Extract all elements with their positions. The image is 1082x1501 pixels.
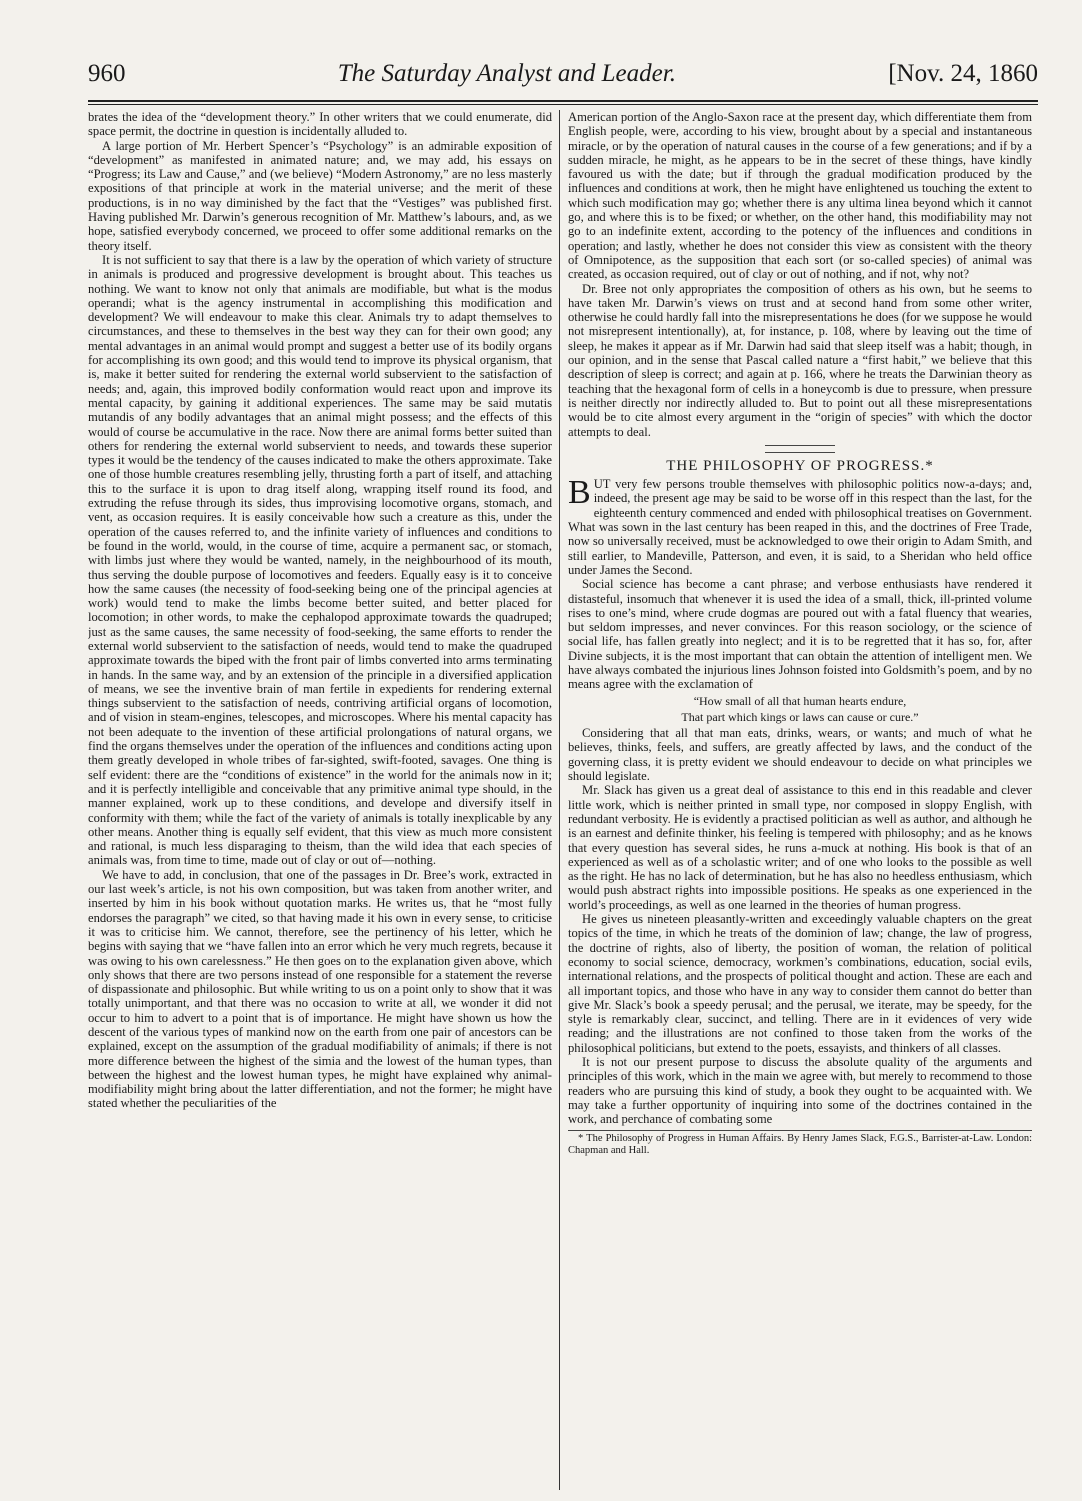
paragraph: Social science has become a cant phrase; and verbose enthusiasts have rendered it distasteful, insomuch that whenever it is used the idea of a small, thick, ill-printed volume rises to one’s mind, where crude dogmas are poured out with a fatal fluency that wearies, but seldom impresses, and never convinces. For this reason sociology, or the science of social life, has fallen greatly into neglect; and it is to be regretted that it has so, for, after Divine subjects, it is the most important that can obtain the attention of intelligent men. We have always combated the injurious lines Johnson foisted into Goldsmith’s poem, and by no means agree with the exclamation of xyxy=(568,577,1032,692)
paragraph: It is not our present purpose to discuss the absolute quality of the arguments and principles of this work, which in the main we agree with, but merely to recommend to those readers who are pursuing this kind of study, a book they ought to be acquainted with. We may take a further opportunity of inquiring into some of the doctrines contained in the work, and perchance of combating some xyxy=(568,1055,1032,1127)
paragraph: We have to add, in conclusion, that one of the passages in Dr. Bree’s work, extracted in our last week’s article, is not his own composition, but was taken from another writer, and inserted by him in his book without quotation marks. He writes us, that he “most fully endorses the paragraph” we cited, so that having made it his own in every sense, to criticise it was to criticise him. We cannot, therefore, see the pertinency of his letter, which he begins with saying that we “have fallen into an error which he very much regrets, because it was owing to his own carelessness.” He then goes on to the explanation given above, which only shows that there are two persons instead of one responsible for a statement the reverse of dispassionate and philosophic. But while writing to us on a point only to show that it was totally unimportant, and that there was no occasion to write at all, we wonder it did not occur to him to advert to a point that is of importance. He might have shown us how the descent of the various types of mankind now on the earth from one pair of ancestors can be explained, except on the assumption of the gradual modifiability of animals; if there is not more difference between the highest of the simia and the lowest of the human types, than between the highest and the lowest human types, he might have explained why animal-modifiability might bring about the latter differentiation, and not the former; he might have stated whether the peculiarities of the xyxy=(88,867,552,1111)
page-number: 960 xyxy=(88,60,126,87)
article-title: THE PHILOSOPHY OF PROGRESS.* xyxy=(666,457,934,474)
article-first-paragraph xyxy=(568,474,1032,577)
section-separator xyxy=(765,452,835,453)
paragraph: Considering that all that man eats, drinks, wears, or wants; and much of what he believes, thinks, feels, and suffers, are greatly affected by laws, and the conduct of the governing class, it is pretty evident we should endeavour to decide on what principles we should legislate. xyxy=(568,726,1032,784)
header-rule-thin xyxy=(88,104,1038,105)
footnote: * The Philosophy of Progress in Human Affairs. By Henry James Slack, F.G.S., Barrister-at-Law. London: Chapman and Hall. xyxy=(568,1130,1032,1157)
section-separator xyxy=(765,445,835,446)
quote-line: That part which kings or laws can cause or cure.” xyxy=(681,709,919,724)
paragraph: A large portion of Mr. Herbert Spencer’s “Psychology” is an admirable exposition of “development” as manifested in animated nature; and, we may add, his essays on “Progress; its Law and Cause,” and (we believe) “Modern Astronomy,” are no less masterly expositions of that principle at work in the material universe; and the merit of these productions, is in no way diminished by the fact that the “Vestiges” was published first. Having published Mr. Darwin’s generous recognition of Mr. Matthew’s labours, and, as we hope, satisfied everybody concerned, we proceed to offer some additional remarks on the theory itself. xyxy=(88,138,552,253)
paragraph: Mr. Slack has given us a great deal of assistance to this end in this readable and clever little work, which is neither printed in small type, nor composed in sloppy English, with redundant verbosity. He is evidently a practised politician as well as author, and although he is an earnest and definite thinker, his feeling is tempered with philosophy; and as he knows that every question has several sides, he runs a-muck at nothing. His book is that of an experienced as well as of a scholastic writer; and of one who looks to the possible as well as the right. He has no lack of determination, but he has also no heedless enthusiasm, which would push abstract rights into impossible positions. He speaks as one experienced in the world’s proceedings, as well as one learned in the theories of human progress. xyxy=(568,783,1032,912)
paragraph: It is not sufficient to say that there is a law by the operation of which variety of structure in animals is produced and progressive development is brought about. This teaches us nothing. We want to know not only that animals are modifiable, but what is the modus operandi; what is the agency instrumental in accomplishing this modification and development? We will endeavour to make this clear. Animals try to adapt themselves to circumstances, and these to themselves in the best way they can for their own good; any mental advantages in an animal would prompt and suggest a better use of its bodily organs for accomplishing its own good; and this would tend to improve its physical organism, that is, make it better suited for rendering the external world subservient to the satisfaction of needs; and, again, this improved bodily conformation would react upon and improve its mental capacity, by gaining it additional experiences. The same may be said mutatis mutandis of any bodily advantages that an animal might possess; and the effects of this would of course be accumulative in the race. Now there are animal forms better suited than others for rendering the external world subservient to needs, and towards these superior types it would be the tendency of the causes indicated to make the others approximate. Take one of those humble creatures resembling jelly, thrusting forth a part of itself, and attaching this to the surface it is upon to drag itself along, wrapping itself round its food, and extruding the refuse through its sides, thus improvising locomotive organs, stomach, and vent, as occasion requires. It is easily conceivable how such a creature as this, under the operation of the causes referred to, and the infinite variety of influences and conditions to be found in the world, would, in the course of time, acquire a permanent sac, or stomach, with limbs just where they would be wanted, namely, in the neighbourhood of its mouth, thus serving the double purpose of locomotives and feeders. Equally easy is it to conceive how the same causes (the necessity of food-seeking being one of the principal agencies at work) would tend to make the limbs become better suited, and better placed for locomotion; in other words, to make the cephalopod approximate towards the quadruped; just as the same causes, the same necessity of food-seeking, the same efforts to render the external world subservient to the satisfaction of needs, would tend to make the quadruped approximate towards the biped with the front pair of limbs converted into arms terminating in hands. In the same way, and by an extension of the principle in a diversified application of means, we see the inventive brain of man fertile in expedients for rendering external things subservient to the satisfaction of needs, contriving artificial organs of locomotion, and of vision in steam-engines, telescopes, and microscopes. Where his mental capacity has not been adequate to the invention of these artificial prolongations of natural organs, we find the organs themselves under the operation of the influences and conditions acting upon them greatly developed in whole tribes of far-sighted, swift-footed, savages. One thing is self evident: there are the “conditions of existence” in the world for the animals now in it; and it is perfectly intelligible and conceivable that any primitive animal type should, in the manner explained, work up to these conditions, and develope and diversify itself in conformity with them; while the fact of the variety of animals is totally inexplicable by any other means. Another thing is equally self evident, that this view as much more consistent and rational, is much less disparaging to theism, than the wild idea that each species of animals was, from time to time, made out of clay or out of—nothing. xyxy=(88,252,552,868)
paragraph: brates the idea of the “development theory.” In other writers that we could enumerate, did space permit, the doctrine in question is incidentally alluded to. xyxy=(88,110,552,139)
column-divider xyxy=(559,110,560,1490)
header-rule xyxy=(88,100,1038,102)
paragraph: He gives us nineteen pleasantly-written and exceedingly valuable chapters on the great topics of the time, in which he treats of the dominion of law; change, the law of progress, the doctrine of rights, also of liberty, the position of woman, the relation of political economy to social science, democracy, workmen’s combinations, education, social evils, international relations, and the prospects of political thought and action. These are each and all important topics, and those who have in any way to consider them cannot do better than give Mr. Slack’s book a speedy perusal; and the perusal, we iterate, may be speedy, for the style is remarkably clear, succinct, and telling. There are in it evidences of very wide reading; and the illustrations are not confined to those taken from the works of the philosophical politicians, but extend to the poets, essayists, and thinkers of all classes. xyxy=(568,912,1032,1055)
right-column xyxy=(568,110,1032,1492)
issue-date: [Nov. 24, 1860 xyxy=(888,60,1038,87)
paragraph: Dr. Bree not only appropriates the composition of others as his own, but he seems to have taken Mr. Darwin’s views on trust and at second hand from some other writer, otherwise he could hardly fall into the misrepresentations he does (for we suppose he would not misrepresent intentionally), at, for instance, p. 108, where by leaving out the time of sleep, he makes it appear as if Mr. Darwin had said that sleep itself was a habit; though, in our opinion, and in the sense that Pascal called nature a “first habit,” we believe that this description of sleep is correct; and again at p. 166, where he treats the Darwinian theory as teaching that the hexagonal form of cells in a honeycomb is due to pressure, when pressure is neither directly nor indirectly alluded to. But to point out all these misrepresentations would be to cite almost every argument in the “origin of species” with which the doctor attempts to deal. xyxy=(568,281,1032,439)
paragraph-text: UT very few persons trouble themselves with philosophic politics now-a-days; and, indeed, the present age may be said to be worse off in this respect than the last, for the eighteenth century commenced and ended with philosophical treatises on Government. What was sown in the last century has been reaped in this, and the doctrines of Free Trade, now so universally received, must be acknowledged to owe their origin to Adam Smith, and still earlier, to Mandeville, Patterson, and even, it is said, to a Sheridan who held office under James the Second. xyxy=(568,477,1032,577)
quote-line: “How small of all that human hearts endure, xyxy=(693,693,907,708)
drop-cap: B xyxy=(568,474,591,512)
paragraph: American portion of the Anglo-Saxon race at the present day, which differentiate them from English people, were, according to his view, brought about by a special and instantaneous miracle, or by the operation of natural causes in the course of a few generations; and if by a sudden miracle, he might, as he appears to be in the secret of these things, have kindly favoured us with the date; but if through the gradual modification produced by the influences and conditions at work, then he might have enlightened us touching the extent to which such modification may go; whether there is any ultima linea beyond which it cannot go, and where this is to be fixed; or whether, on the other hand, this modifiability may not go to an indefinite extent, according to the potency of the influences and conditions in operation; and lastly, whether he does not consider this view as consistent with the theory of Omnipotence, as the supposition that each sort (or so-called species) of animal was created, as occasion required, out of clay or out of nothing, and if not, why not? xyxy=(568,110,1032,282)
page-header xyxy=(88,60,1038,100)
journal-title: The Saturday Analyst and Leader. xyxy=(337,60,676,87)
left-column xyxy=(88,110,552,1492)
